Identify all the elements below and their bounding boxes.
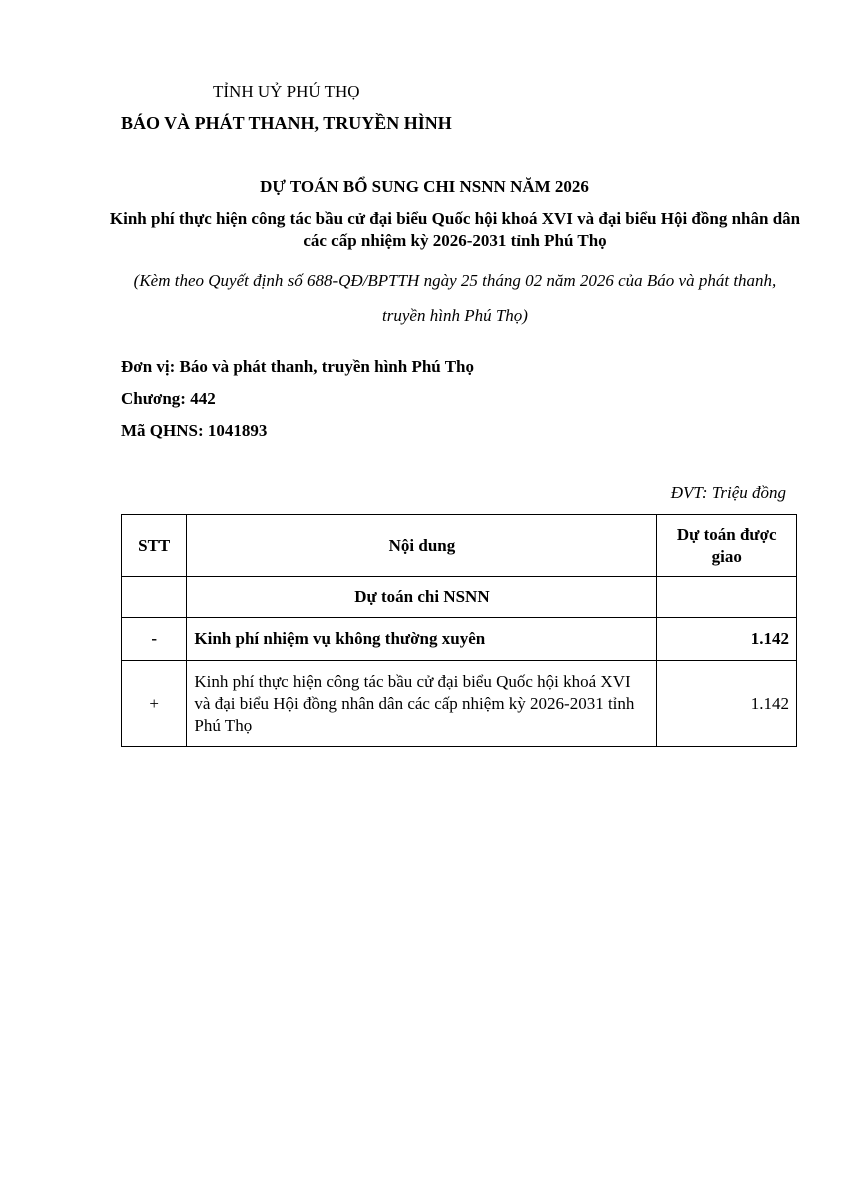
- unit-line: Đơn vị: Báo và phát thanh, truyền hình Phú Thọ: [121, 357, 474, 376]
- row-stt: +: [122, 661, 187, 747]
- row-amount: 1.142: [657, 618, 797, 661]
- row-content: Kinh phí nhiệm vụ không thường xuyên: [187, 618, 657, 661]
- agency-name: BÁO VÀ PHÁT THANH, TRUYỀN HÌNH: [121, 113, 452, 133]
- table-section-row: [122, 577, 797, 618]
- table-row: [122, 661, 797, 747]
- section-amount: [657, 577, 797, 618]
- province-name: TỈNH UỶ PHÚ THỌ: [213, 82, 360, 101]
- row-amount: 1.142: [657, 661, 797, 747]
- section-content: Dự toán chi NSNN: [187, 577, 657, 618]
- header-content: Nội dung: [187, 515, 657, 577]
- table-header-row: [122, 515, 797, 577]
- attachment-note: (Kèm theo Quyết định số 688-QĐ/BPTTH ngày 25 tháng 02 năm 2026 của Báo và phát thanh, truyền hình Phú Thọ): [133, 271, 777, 325]
- chapter-line: Chương: 442: [121, 389, 216, 408]
- header-amount: Dự toán được giao: [657, 515, 797, 577]
- row-stt: -: [122, 618, 187, 661]
- document-title: DỰ TOÁN BỔ SUNG CHI NSNN NĂM 2026: [260, 177, 589, 196]
- row-content: Kinh phí thực hiện công tác bầu cử đại biểu Quốc hội khoá XVI và đại biểu Hội đồng nhân dân các cấp nhiệm kỳ 2026-2031 tỉnh Phú Thọ: [187, 661, 657, 747]
- currency-unit-note: ĐVT: Triệu đồng: [670, 483, 786, 502]
- table-row: [122, 618, 797, 661]
- section-stt: [122, 577, 187, 618]
- header-stt: STT: [122, 515, 187, 577]
- budget-code-line: Mã QHNS: 1041893: [121, 421, 268, 440]
- budget-table: [121, 514, 797, 747]
- document-subtitle: Kinh phí thực hiện công tác bầu cử đại biểu Quốc hội khoá XVI và đại biểu Hội đồng nhân dân các cấp nhiệm kỳ 2026-2031 tỉnh Phú Thọ: [109, 209, 801, 250]
